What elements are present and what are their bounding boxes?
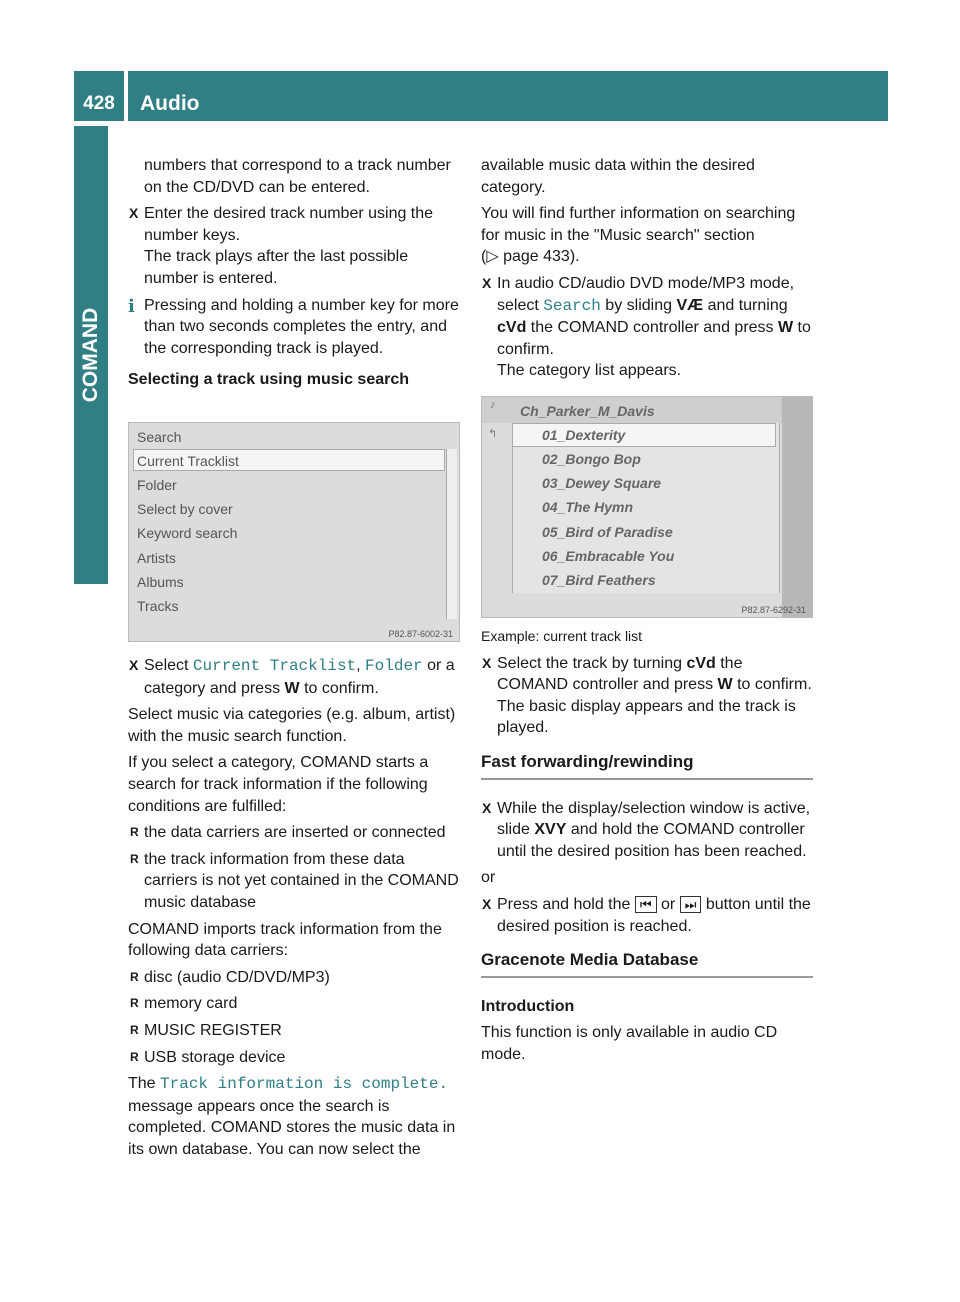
bullet: R the data carriers are inserted or connected (128, 822, 460, 844)
section-heading: Fast forwarding/rewinding (481, 751, 813, 780)
paragraph: The Track information is complete. message appears once the search is completed. COMAND stores the music data in its own database. You can now select the (128, 1075, 456, 1158)
paragraph: If you select a category, COMAND starts a search for track information if the following conditions are fulfilled: (128, 754, 429, 815)
menu-item: Tracks (137, 598, 179, 614)
left-column (128, 155, 460, 396)
subheading: Selecting a track using music search (128, 371, 410, 389)
cd-icon: ♪ (490, 399, 496, 411)
bullet: R USB storage device (128, 1047, 460, 1069)
music-search-screenshot (128, 422, 460, 642)
press-icon: W (717, 676, 733, 694)
press-icon: W (778, 319, 794, 337)
paragraph: COMAND imports track information from the following data carriers: (128, 920, 442, 960)
press-icon: W (284, 679, 300, 697)
step: X Select the track by turning cVd the COMAND controller and press W to confirm. The basic display appears and the track is played. (481, 653, 813, 739)
track-item: 07_Bird Feathers (542, 572, 656, 588)
menu-item: Current Tracklist (137, 453, 239, 469)
side-tab-label: COMAND (79, 307, 102, 403)
step: X Press and hold the ⏮ or ⏭ button until the desired position is reached. (481, 894, 813, 937)
paragraph: numbers that correspond to a track number on the CD/DVD can be entered. (144, 157, 451, 196)
bullet: R the track information from these data carriers is not yet contained in the COMAND music database (128, 849, 460, 914)
menu-item: Artists (137, 550, 176, 566)
back-icon: ↰ (488, 428, 498, 440)
paragraph: This function is only available in audio CD mode. (481, 1024, 778, 1063)
skip-back-icon: ⏮ (635, 896, 657, 913)
scrollbar (446, 449, 457, 619)
page-title: Audio (140, 92, 200, 115)
step: X Select Current Tracklist, Folder or a category and press W to confirm. (128, 655, 460, 699)
turn-icon: cVd (686, 654, 716, 672)
slide-down-icon: VÆ (676, 296, 704, 314)
image-code: P82.87-6002-31 (388, 629, 453, 639)
skip-forward-icon: ⏭ (680, 896, 702, 913)
page-number: 428 (83, 93, 115, 114)
step: X In audio CD/audio DVD mode/MP3 mode, select Search by sliding VÆ and turning cVd the COMAND controller and press W to confirm. The category list appears. (481, 273, 813, 382)
bullet: R MUSIC REGISTER (128, 1020, 460, 1042)
page-header (74, 71, 888, 121)
track-item: 06_Embracable You (542, 548, 675, 564)
bullet: R disc (audio CD/DVD/MP3) (128, 967, 460, 989)
slide-left-right-icon: XVY (534, 821, 567, 839)
menu-item: Search (137, 429, 182, 445)
track-item: 03_Dewey Square (542, 475, 662, 491)
paragraph: Select music via categories (e.g. album, artist) with the music search function. (128, 706, 456, 745)
track-item: 01_Dexterity (542, 427, 626, 443)
step: X While the display/selection window is active, slide XVY and hold the COMAND controller until the desired position has been reached. (481, 798, 813, 863)
info-note: i Pressing and holding a number key for more than two seconds completes the entry, and the corresponding track is played. (128, 295, 460, 360)
folder-title: Ch_Parker_M_Davis (520, 403, 655, 419)
figure-caption: Example: current track list (481, 628, 643, 644)
or-text: or (481, 869, 496, 887)
paragraph: available music data within the desired category. (481, 157, 755, 196)
track-item: 02_Bongo Bop (542, 451, 641, 467)
track-item: 04_The Hymn (542, 499, 634, 515)
step: X Enter the desired track number using the number keys. The track plays after the last possible number is entered. (128, 203, 460, 289)
right-panel (782, 397, 812, 617)
turn-icon: cVd (497, 319, 527, 337)
section-heading: Gracenote Media Database (481, 949, 813, 978)
track-item: 05_Bird of Paradise (542, 524, 673, 540)
right-column (481, 155, 813, 387)
subheading: Introduction (481, 997, 575, 1015)
menu-item: Albums (137, 574, 184, 590)
right-column-lower (481, 626, 813, 1071)
track-list-screenshot (481, 396, 813, 618)
menu-item: Select by cover (137, 501, 233, 517)
menu-item: Folder (137, 477, 177, 493)
left-column-lower (128, 655, 460, 1165)
menu-item: Keyword search (137, 525, 238, 541)
header-separator (124, 71, 128, 121)
image-code: P82.87-6292-31 (741, 605, 806, 615)
side-tab (74, 126, 108, 584)
bullet: R memory card (128, 993, 460, 1015)
paragraph: You will find further information on searching for music in the "Music search" section (▷ page 433). (481, 205, 796, 266)
